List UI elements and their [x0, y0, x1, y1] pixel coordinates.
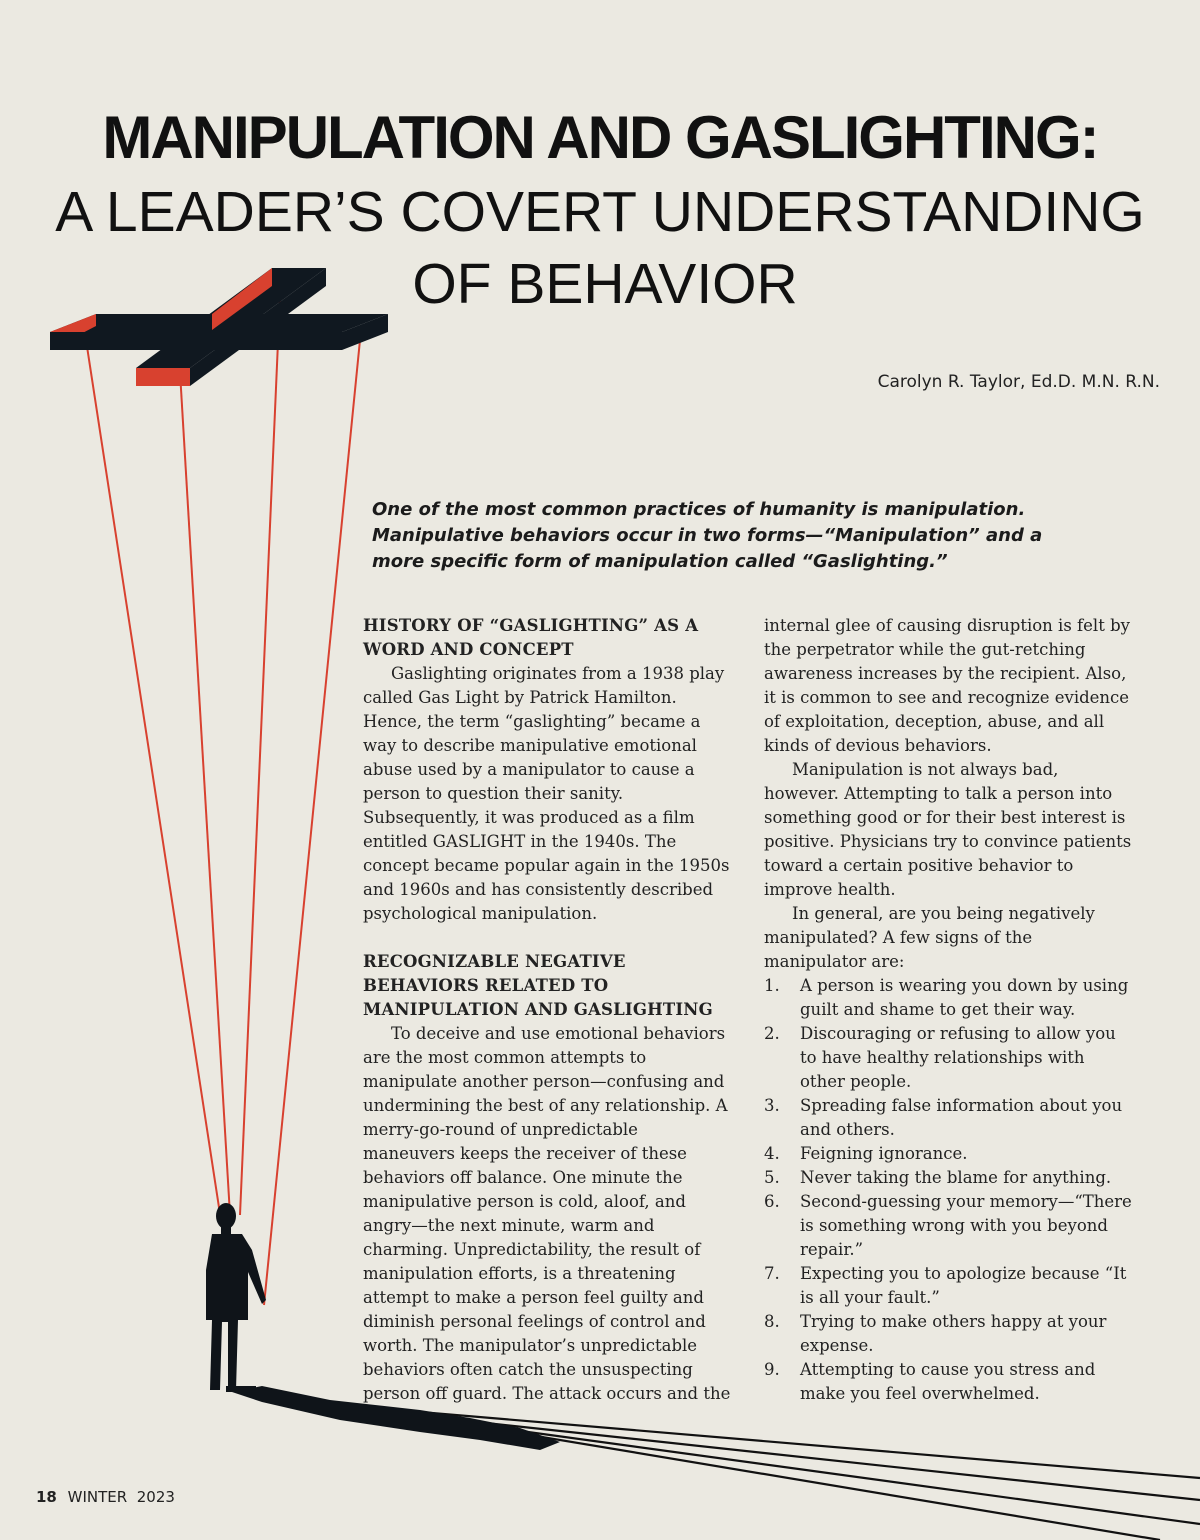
section-heading-history: HISTORY OF “GASLIGHTING” AS A WORD AND CONCEPT: [363, 616, 699, 659]
behaviors-paragraph: To deceive and use emotional behaviors are the most common attempts to manipulate another person—confusing and undermining the best of any relationship. A merry-go-round of unpredictable maneuvers keeps the receiver of these behaviors off balance. One minute the manipulative person is cold, aloof, and angry—the next minute, warm and charming. Unpredictability, the result of manipulation efforts, is a threatening attempt to make a person feel guilty and diminish personal feelings of control and worth. The manipulator’s unpredictable behaviors often catch the unsuspecting person off guard. The attack occurs and the: [363, 1024, 731, 1403]
title-main: MANIPULATION AND GASLIGHTING:: [102, 104, 1098, 171]
list-item: 6. Second-guessing your memory—“There is something wrong with you beyond repair.”: [764, 1192, 1132, 1259]
signs-intro-paragraph: In general, are you being negatively manipulated? A few signs of the manipulator are:: [764, 904, 1095, 971]
marionette-strings: [86, 296, 360, 1305]
issue-label: WINTER 2023: [67, 1488, 175, 1506]
manipulator-signs-list: [764, 974, 1134, 1406]
page-footer: [36, 1488, 175, 1506]
list-item: 5. Never taking the blame for anything.: [764, 1168, 1112, 1187]
intro-lede: One of the most common practices of humanity is manipulation. Manipulative behaviors occur in two forms—“Manipulation” and a more specific form of manipulation called “Gaslighting.”: [372, 499, 1043, 572]
list-item: 2. Discouraging or refusing to allow you to have healthy relationships with other people.: [764, 1024, 1116, 1091]
list-item: 8. Trying to make others happy at your expense.: [764, 1312, 1107, 1355]
title-subtitle-line2: OF BEHAVIOR: [412, 252, 798, 316]
list-item: 4. Feigning ignorance.: [764, 1144, 968, 1163]
list-item: 7. Expecting you to apologize because “It is all your fault.”: [764, 1264, 1127, 1307]
page-number: 18: [36, 1488, 57, 1506]
standing-man-figure: [206, 1203, 266, 1392]
list-item: 3. Spreading false information about you and others.: [764, 1096, 1123, 1139]
continued-paragraph: internal glee of causing disruption is felt by the perpetrator while the gut-retching awareness increases by the recipient. Also, it is common to see and recognize evidence of exploitation, deception, abuse, and all kinds of devious behaviors.: [764, 616, 1130, 755]
author-byline: Carolyn R. Taylor, Ed.D. M.N. R.N.: [877, 372, 1160, 392]
right-column: [764, 614, 1134, 1406]
positive-manipulation-paragraph: Manipulation is not always bad, however. Attempting to talk a person into something good or for their best interest is positive. Physicians try to convince patients toward a certain positive behavior to improve health.: [764, 760, 1132, 899]
title-block: [0, 100, 1200, 320]
title-subtitle-line1: A LEADER’S COVERT UNDERSTANDING: [55, 180, 1145, 244]
section-heading-behaviors: RECOGNIZABLE NEGATIVE BEHAVIORS RELATED TO MANIPULATION AND GASLIGHTING: [363, 952, 713, 1019]
history-paragraph: Gaslighting originates from a 1938 play called Gas Light by Patrick Hamilton. Hence, the term “gaslighting” became a way to describe manipulative emotional abuse used by a manipulator to cause a person to question their sanity. Subsequently, it was produced as a film entitled GASLIGHT in the 1940s. The concept became popular again in the 1950s and 1960s and has consistently described psychological manipulation.: [363, 664, 730, 923]
left-column: [363, 614, 733, 1406]
floor-shadow-lines: [420, 1412, 1200, 1540]
list-item: 1. A person is wearing you down by using guilt and shame to get their way.: [764, 976, 1129, 1019]
list-item: 9. Attempting to cause you stress and make you feel overwhelmed.: [764, 1360, 1096, 1403]
